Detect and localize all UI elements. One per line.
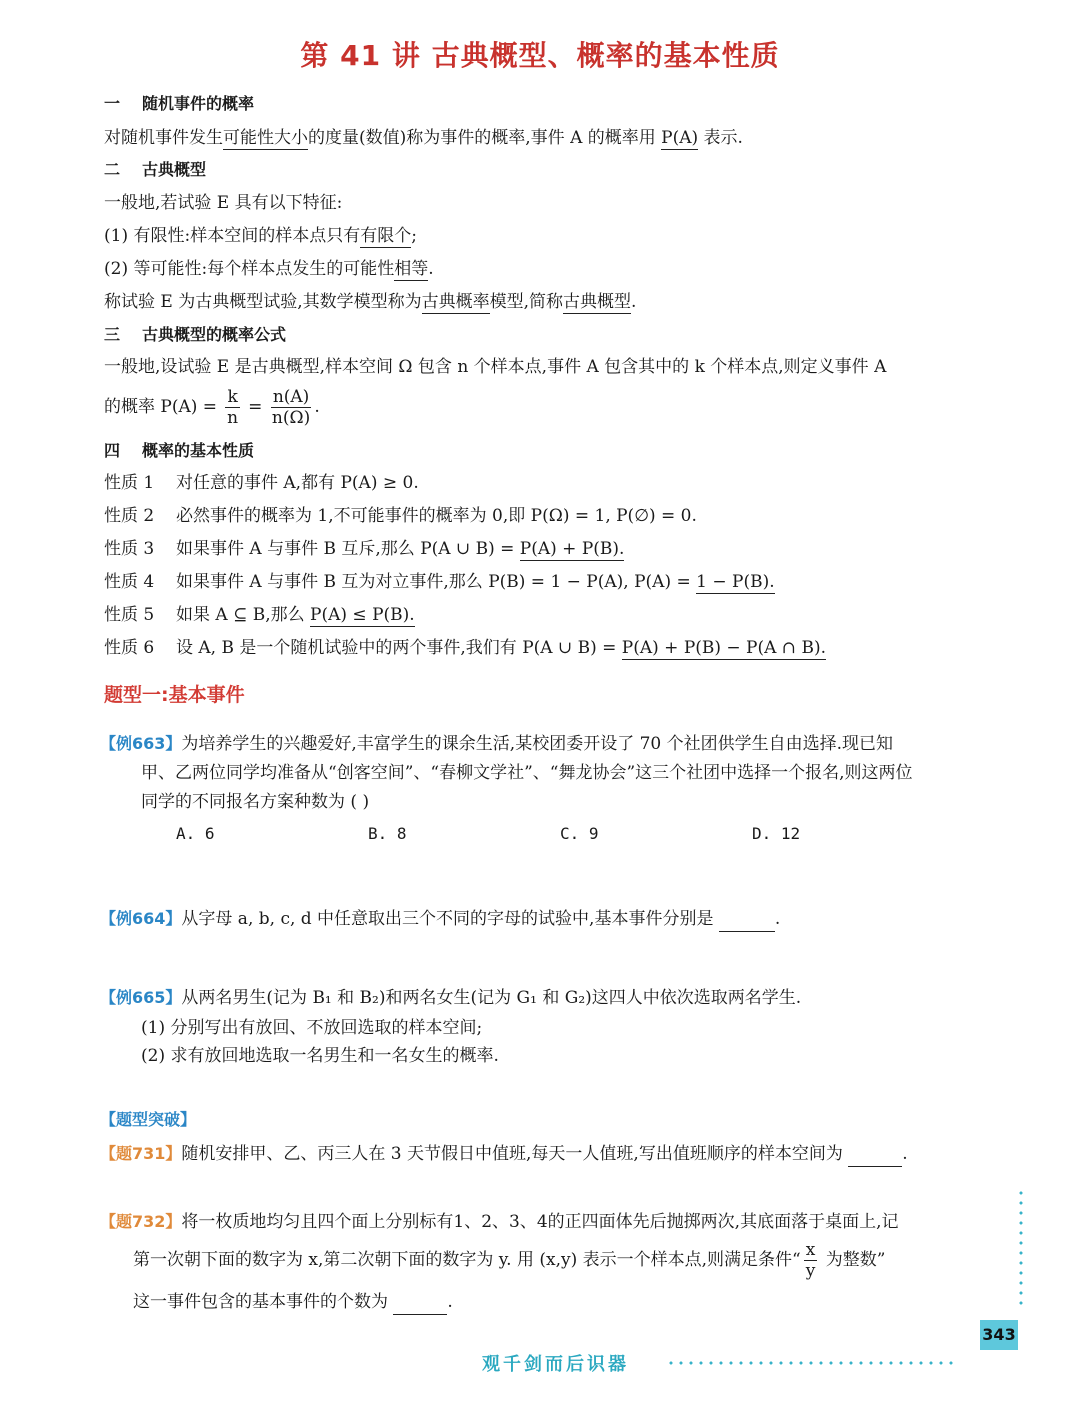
underlined-term: 可能性大小 — [223, 128, 308, 148]
section-3-heading — [104, 322, 286, 348]
section-2-line-1: 一般地,若试验 E 具有以下特征: — [104, 193, 343, 213]
text-run: 随机安排甲、乙、丙三人在 3 天节假日中值班,每天一人值班,写出值班顺序的样本空间为 — [181, 1144, 843, 1164]
section-3-number: 三 — [104, 325, 121, 344]
property-label: 性质 4 — [104, 572, 155, 592]
text-run: 从字母 a, b, c, d 中任意取出三个不同的字母的试验中,基本事件分别是 — [181, 909, 714, 929]
section-3-title: 古典概型的概率公式 — [142, 325, 287, 344]
section-1-heading — [104, 91, 254, 117]
example-665-line-3: (2) 求有放回地选取一名男生和一名女生的概率. — [141, 1046, 499, 1066]
numerator: k — [227, 387, 238, 407]
breakthrough-label: 【题型突破】 — [100, 1110, 197, 1129]
section-1-title: 随机事件的概率 — [142, 94, 255, 113]
example-663-line-2: 甲、乙两位同学均准备从“创客空间”、“春柳文学社”、“舞龙协会”这三个社团中选择一个报名,则这两位 — [141, 763, 913, 783]
text-run: 为整数” — [820, 1250, 886, 1270]
section-1-text — [104, 125, 743, 151]
answer-blank[interactable] — [719, 911, 775, 932]
property-label: 性质 2 — [104, 506, 155, 526]
text-run: 称试验 E 为古典概型试验,其数学模型称为 — [104, 292, 422, 312]
text-run: ; — [411, 226, 417, 246]
example-663-line-1 — [100, 731, 893, 757]
underlined-term: P(A) + P(B) − P(A ∩ B). — [621, 638, 826, 658]
property-text: 对任意的事件 A,都有 P(A) ≥ 0. — [176, 473, 419, 493]
text-run: 模型,简称 — [489, 292, 564, 312]
breakthrough-heading — [100, 1107, 196, 1133]
underlined-term: P(A) ≤ P(B). — [310, 605, 415, 625]
text-run: (1) 有限性:样本空间的样本点只有 — [104, 226, 361, 246]
underlined-term: P(A) + P(B). — [519, 539, 625, 559]
text-run: . — [774, 909, 781, 929]
denominator: y — [805, 1261, 816, 1281]
equals-sign: = — [242, 397, 268, 417]
section-2-title: 古典概型 — [142, 160, 207, 179]
example-665-line-1 — [100, 985, 801, 1011]
section-2-line-4 — [104, 289, 636, 315]
property-2 — [104, 503, 697, 529]
page-title: 第 41 讲 古典概型、概率的基本性质 — [300, 39, 780, 72]
underlined-term: 1 − P(B). — [696, 572, 775, 592]
section-4-title: 概率的基本性质 — [142, 441, 255, 460]
underlined-term: 有限个 — [360, 226, 412, 246]
example-tag: 【例663】 — [100, 734, 182, 753]
example-663-line-3: 同学的不同报名方案种数为 ( ) — [141, 792, 370, 812]
denominator: n — [227, 408, 239, 428]
underlined-term: 古典概率 — [421, 292, 490, 312]
text-run: . — [902, 1144, 908, 1164]
option-b[interactable]: B. 8 — [368, 824, 407, 843]
property-text: 如果事件 A 与事件 B 互为对立事件,那么 P(B) = 1 − P(A), P(A) = — [176, 572, 697, 592]
fraction-nA-over-nOmega — [271, 387, 312, 428]
answer-blank[interactable] — [393, 1294, 447, 1315]
example-tag: 【例665】 — [100, 988, 182, 1007]
property-text: 如果 A ⊆ B,那么 — [176, 605, 311, 625]
property-3 — [104, 536, 624, 562]
decorative-dots-vertical — [1019, 1188, 1023, 1308]
option-c[interactable]: C. 9 — [560, 824, 599, 843]
example-664 — [100, 906, 780, 932]
question-732-line-1 — [100, 1209, 898, 1235]
question-731 — [100, 1141, 908, 1167]
property-label: 性质 5 — [104, 605, 155, 625]
answer-blank[interactable] — [848, 1146, 902, 1167]
page-number: 343 — [980, 1320, 1018, 1350]
text-run: 表示. — [698, 128, 743, 148]
property-1 — [104, 470, 419, 496]
text-run: 的度量(数值)称为事件的概率,事件 A 的概率用 — [308, 128, 662, 148]
text-run: . — [631, 292, 637, 312]
question-732-line-3 — [133, 1289, 453, 1315]
text-run: 对随机事件发生 — [104, 128, 223, 148]
question-tag: 【题731】 — [100, 1144, 182, 1163]
text-run: . — [447, 1292, 453, 1312]
text-run: 为培养学生的兴趣爱好,丰富学生的课余生活,某校团委开设了 70 个社团供学生自由选择.现已知 — [181, 734, 894, 754]
fraction-x-over-y — [804, 1240, 818, 1281]
underlined-term: 相等 — [394, 259, 429, 279]
section-2-number: 二 — [104, 160, 121, 179]
option-a[interactable]: A. 6 — [176, 824, 215, 843]
fraction-k-over-n — [225, 387, 239, 428]
property-5 — [104, 602, 415, 628]
text-run: 第一次朝下面的数字为 x,第二次朝下面的数字为 y. 用 (x,y) 表示一个样本点,则满足条件“ — [133, 1250, 801, 1270]
section-3-line-1: 一般地,设试验 E 是古典概型,样本空间 Ω 包含 n 个样本点,事件 A 包含其中的 k 个样本点,则定义事件 A — [104, 357, 887, 377]
section-1-number: 一 — [104, 94, 121, 113]
section-2-heading — [104, 157, 206, 183]
text-run: (2) 等可能性:每个样本点发生的可能性 — [104, 259, 395, 279]
text-run: 将一枚质地均匀且四个面上分别标有1、2、3、4的正四面体先后抛掷两次,其底面落于桌面上,记 — [181, 1212, 899, 1232]
section-3-formula — [104, 385, 320, 429]
text-run: 从两名男生(记为 B₁ 和 B₂)和两名女生(记为 G₁ 和 G₂)这四人中依次选取两名学生. — [181, 988, 802, 1008]
decorative-dots-horizontal — [666, 1361, 956, 1365]
footer-motto: 观千剑而后识器 — [482, 1354, 629, 1375]
option-d[interactable]: D. 12 — [752, 824, 801, 843]
question-tag: 【题732】 — [100, 1212, 182, 1231]
property-text: 如果事件 A 与事件 B 互斥,那么 P(A ∪ B) = — [176, 539, 520, 559]
numerator: n(A) — [272, 387, 310, 407]
denominator: n(Ω) — [271, 408, 311, 428]
property-label: 性质 6 — [104, 638, 155, 658]
example-665-line-2: (1) 分别写出有放回、不放回选取的样本空间; — [141, 1018, 483, 1038]
text-run: 的概率 P(A) = — [104, 397, 223, 417]
question-type-heading: 题型一:基本事件 — [104, 684, 245, 706]
question-732-line-2 — [133, 1238, 885, 1282]
underlined-term: 古典概型 — [563, 292, 632, 312]
section-2-line-3 — [104, 256, 434, 282]
property-6 — [104, 635, 826, 661]
numerator: x — [805, 1240, 816, 1260]
example-tag: 【例664】 — [100, 909, 182, 928]
property-4 — [104, 569, 775, 595]
section-4-heading — [104, 438, 254, 464]
property-text: 必然事件的概率为 1,不可能事件的概率为 0,即 P(Ω) = 1, P(∅) = 0. — [176, 506, 697, 526]
underlined-term: P(A) — [661, 128, 699, 148]
property-label: 性质 1 — [104, 473, 155, 493]
section-2-line-2 — [104, 223, 417, 249]
property-label: 性质 3 — [104, 539, 155, 559]
property-text: 设 A, B 是一个随机试验中的两个事件,我们有 P(A ∪ B) = — [176, 638, 622, 658]
text-run: . — [314, 397, 320, 417]
section-4-number: 四 — [104, 441, 121, 460]
text-run: 这一事件包含的基本事件的个数为 — [133, 1292, 388, 1312]
text-run: . — [428, 259, 434, 279]
